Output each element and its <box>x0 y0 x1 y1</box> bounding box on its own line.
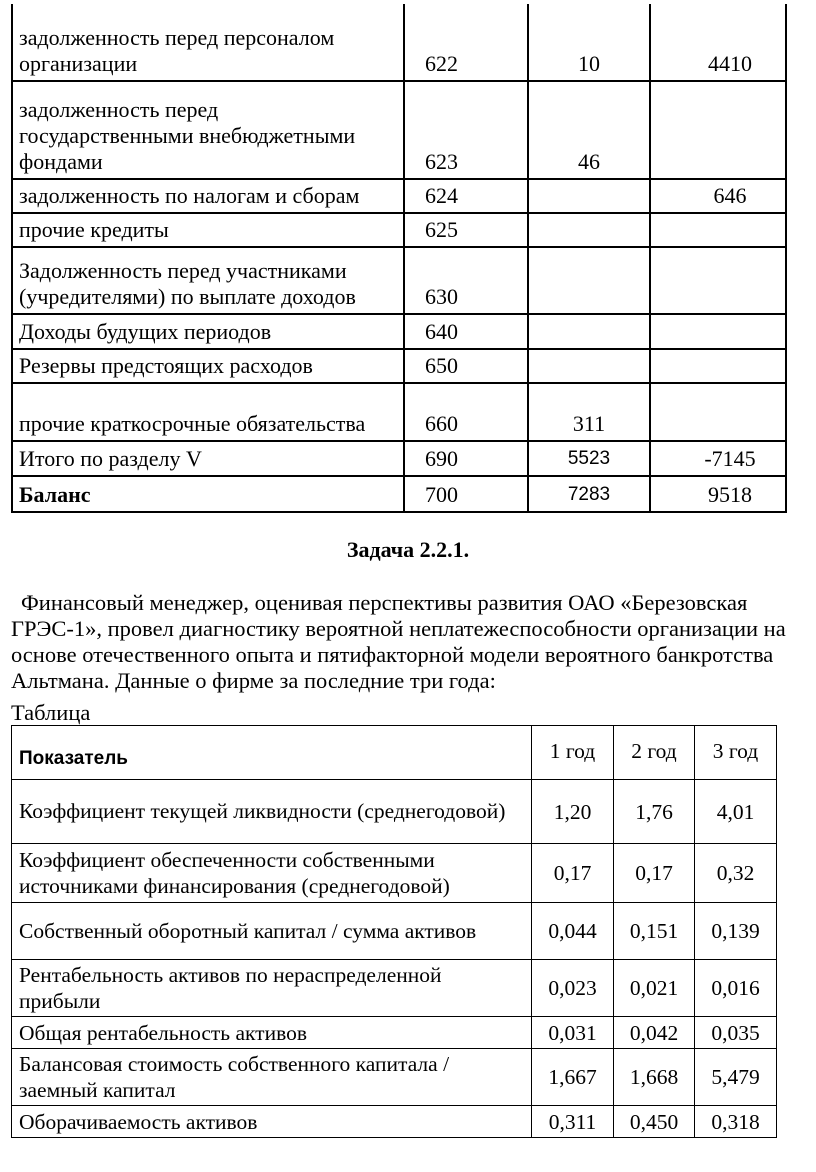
row-label: прочие кредиты <box>12 213 404 247</box>
header-indicator: Показатель <box>12 726 532 780</box>
value-year-2: 0,042 <box>614 1017 695 1049</box>
task-title: Задача 2.2.1. <box>346 537 470 562</box>
value-year-1: 0,17 <box>532 844 614 903</box>
row-value-end <box>650 383 786 441</box>
row-label: прочие краткосрочные обязательства <box>12 383 404 441</box>
row-value-start <box>528 179 650 213</box>
indicator-label: Рентабельность активов по нераспределенной прибыли <box>12 960 532 1017</box>
header-year-2: 2 год <box>614 726 695 780</box>
row-value-start: 5523 <box>528 441 650 476</box>
indicator-label: Балансовая стоимость собственного капитала / заемный капитал <box>12 1049 532 1106</box>
row-value-start: 311 <box>528 383 650 441</box>
table-row <box>12 1106 777 1138</box>
row-value-start: 7283 <box>528 476 650 512</box>
row-value-end <box>650 314 786 349</box>
row-value-end: 4410 <box>650 4 786 81</box>
table-row-total <box>12 476 786 512</box>
value-year-1: 1,667 <box>532 1049 614 1106</box>
row-value-end: 646 <box>650 179 786 213</box>
table-row <box>12 1017 777 1049</box>
table-row <box>12 780 777 844</box>
row-value-end <box>650 213 786 247</box>
row-value-end <box>650 349 786 383</box>
row-value-end: 9518 <box>650 476 786 512</box>
value-year-3: 4,01 <box>695 780 777 844</box>
table-row <box>12 179 786 213</box>
value-year-2: 1,76 <box>614 780 695 844</box>
row-code: 660 <box>404 383 528 441</box>
row-label: задолженность перед персоналом организации <box>12 4 404 81</box>
row-code: 623 <box>404 81 528 179</box>
table-row <box>12 844 777 903</box>
value-year-2: 0,151 <box>614 903 695 960</box>
indicator-label: Собственный оборотный капитал / сумма активов <box>12 903 532 960</box>
indicator-label <box>12 780 532 844</box>
row-code: 622 <box>404 4 528 81</box>
table-row <box>12 213 786 247</box>
header-year-1: 1 год <box>532 726 614 780</box>
row-value-end: -7145 <box>650 441 786 476</box>
value-year-1: 0,044 <box>532 903 614 960</box>
value-year-2: 0,021 <box>614 960 695 1017</box>
indicator-label: Оборачиваемость активов <box>12 1106 532 1138</box>
row-code: 650 <box>404 349 528 383</box>
row-label: Задолженность перед участниками (учредителями) по выплате доходов <box>12 247 404 314</box>
value-year-2: 1,668 <box>614 1049 695 1106</box>
value-year-3: 0,016 <box>695 960 777 1017</box>
table-row <box>12 4 786 81</box>
value-year-3: 0,32 <box>695 844 777 903</box>
row-code: 640 <box>404 314 528 349</box>
table-row <box>12 349 786 383</box>
value-year-3: 0,139 <box>695 903 777 960</box>
table-caption: Таблица <box>11 700 91 725</box>
table-row <box>12 314 786 349</box>
table-row <box>12 81 786 179</box>
value-year-1: 1,20 <box>532 780 614 844</box>
value-year-2: 0,450 <box>614 1106 695 1138</box>
table-row <box>12 1049 777 1106</box>
table-row <box>12 383 786 441</box>
row-code: 624 <box>404 179 528 213</box>
indicator-label: Коэффициент обеспеченности собственными источниками финансирования (среднегодовой) <box>12 844 532 903</box>
row-code: 690 <box>404 441 528 476</box>
row-code: 630 <box>404 247 528 314</box>
row-code: 625 <box>404 213 528 247</box>
row-value-start <box>528 349 650 383</box>
row-label: задолженность по налогам и сборам <box>12 179 404 213</box>
value-year-2: 0,17 <box>614 844 695 903</box>
indicators-table <box>11 725 777 1138</box>
value-year-1: 0,311 <box>532 1106 614 1138</box>
value-year-3: 0,318 <box>695 1106 777 1138</box>
table-header-row <box>12 726 777 780</box>
indicator-label-text: Коэффициент текущей ликвидности (среднегодовой) <box>19 799 506 823</box>
row-value-end <box>650 247 786 314</box>
balance-table <box>11 4 787 513</box>
value-year-3: 0,035 <box>695 1017 777 1049</box>
row-label: задолженность перед государственными внебюджетными фондами <box>12 81 404 179</box>
value-year-1: 0,031 <box>532 1017 614 1049</box>
row-value-start <box>528 247 650 314</box>
table-row <box>12 247 786 314</box>
row-value-start: 10 <box>528 4 650 81</box>
row-label: Доходы будущих периодов <box>12 314 404 349</box>
row-value-start <box>528 314 650 349</box>
row-value-start: 46 <box>528 81 650 179</box>
row-value-start <box>528 213 650 247</box>
row-value-end <box>650 81 786 179</box>
value-year-1: 0,023 <box>532 960 614 1017</box>
indicator-label: Общая рентабельность активов <box>12 1017 532 1049</box>
header-year-3: 3 год <box>695 726 777 780</box>
row-code: 700 <box>404 476 528 512</box>
row-label: Баланс <box>12 476 404 512</box>
task-description: Финансовый менеджер, оценивая перспективы развития ОАО «Березовская ГРЭС-1», провел диагностику вероятной неплатежеспособности организации на основе отечественного опыта и пятифакторной модели вероятного банкротства Альтмана. Данные о фирме за последние три года: <box>11 590 786 693</box>
table-row <box>12 903 777 960</box>
table-row <box>12 960 777 1017</box>
table-row-subtotal <box>12 441 786 476</box>
row-label: Итого по разделу V <box>12 441 404 476</box>
value-year-3: 5,479 <box>695 1049 777 1106</box>
row-label: Резервы предстоящих расходов <box>12 349 404 383</box>
